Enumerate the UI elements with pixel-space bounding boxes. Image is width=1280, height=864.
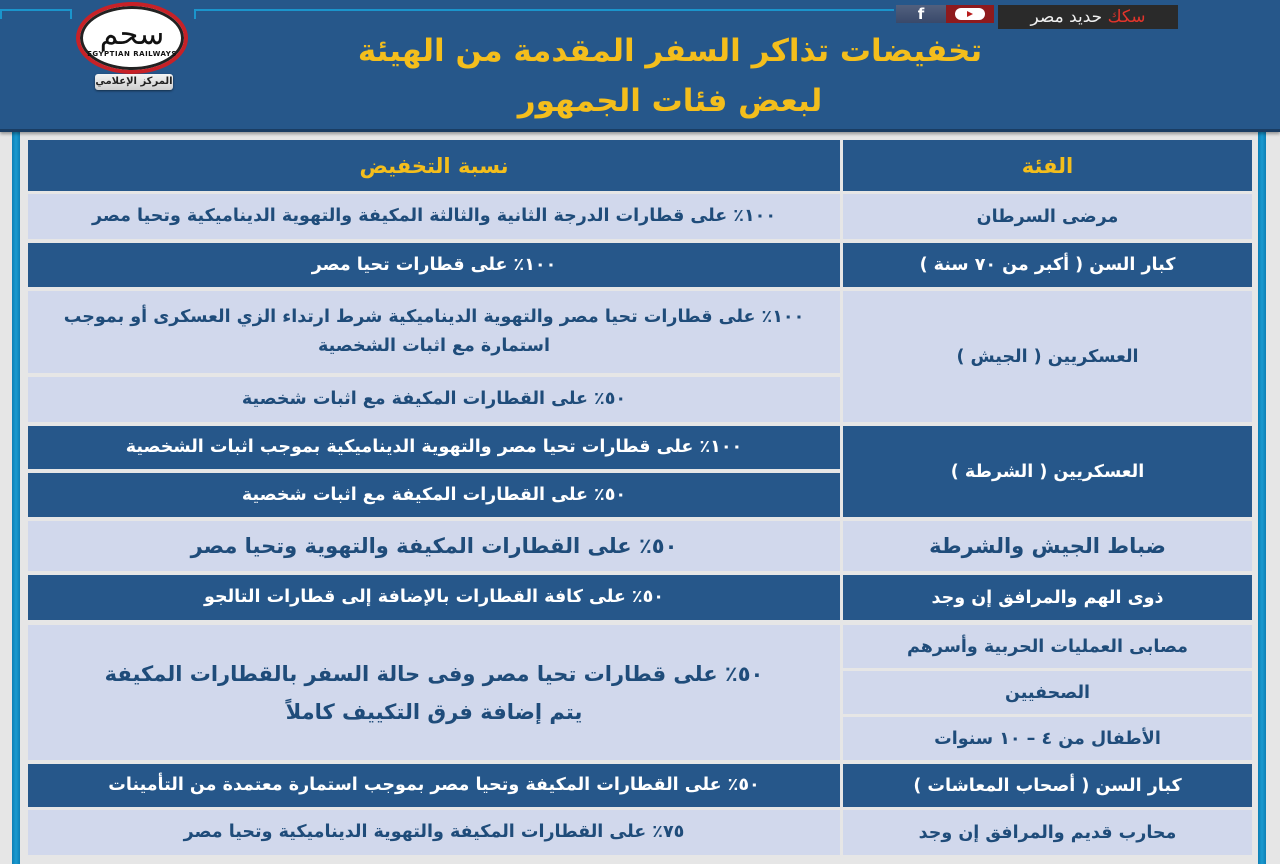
discount-cell: ٥٠٪ على قطارات تحيا مصر وفى حالة السفر بالقطارات المكيفة يتم إضافة فرق التكييف كاملاً [28,625,840,760]
logo-english-text: EGYPTIAN RAILWAYS [87,50,177,58]
category-cell: العسكريين ( الجيش ) [843,291,1252,422]
category-cell: كبار السن ( أصحاب المعاشات ) [843,764,1252,807]
category-cell: ذوى الهم والمرافق إن وجد [843,575,1252,620]
table-row [28,810,1252,855]
category-cell: محارب قديم والمرافق إن وجد [843,810,1252,855]
table-row [28,291,1252,422]
discount-cell: ١٠٠٪ على قطارات تحيا مصر والتهوية الديناميكية شرط ارتداء الزي العسكرى أو بموجب استمارة مع اثبات الشخصية [28,291,840,373]
column-header-discount [28,140,840,191]
title-line-2: لبعض فئات الجمهور [517,83,823,119]
column-header-category [843,140,1252,191]
header-decoration-line [194,9,894,19]
header-decoration-line [0,9,72,19]
facebook-icon[interactable]: f [896,5,946,23]
play-icon [967,11,973,17]
discount-cell: ١٠٠٪ على قطارات الدرجة الثانية والثالثة المكيفة والتهوية الديناميكية وتحيا مصر [28,194,840,239]
category-cell: ضباط الجيش والشرطة [843,521,1252,571]
discount-cell: ٥٠٪ على كافة القطارات بالإضافة إلى قطارات التالجو [28,575,840,620]
category-cell: الأطفال من ٤ – ١٠ سنوات [843,717,1252,760]
table-row [28,575,1252,620]
category-cell: مصابى العمليات الحربية وأسرهم [843,625,1252,668]
column-header-category-label: الفئة [1021,153,1074,178]
header-banner [0,0,1280,132]
egyptian-railways-logo [76,2,188,74]
discount-cell: ٥٠٪ على القطارات المكيفة وتحيا مصر بموجب استمارة معتمدة من التأمينات [28,764,840,807]
table-row [28,521,1252,571]
table-row [28,243,1252,287]
table-row [28,625,1252,760]
discount-cell: ١٠٠٪ على قطارات تحيا مصر والتهوية الديناميكية بموجب اثبات الشخصية [28,426,840,469]
table-row [28,426,1252,517]
brand-name-white: حديد مصر [1030,7,1108,27]
brand-name-red: سكك [1107,7,1146,27]
discount-cell: ٥٠٪ على القطارات المكيفة مع اثبات شخصية [28,377,840,422]
column-header-discount-label: نسبة التخفيض [359,153,509,178]
table-row [28,764,1252,807]
category-cell: مرضى السرطان [843,194,1252,239]
table-header-row [28,140,1252,191]
logo-glyph: سحم [99,17,165,52]
table-row [28,194,1252,239]
youtube-icon[interactable] [946,5,994,23]
title-line-1: تخفيضات تذاكر السفر المقدمة من الهيئة [357,33,983,69]
discount-cell: ٧٥٪ على القطارات المكيفة والتهوية الديناميكية وتحيا مصر [28,810,840,855]
discount-cell: ٥٠٪ على القطارات المكيفة والتهوية وتحيا مصر [28,521,840,571]
youtube-pill [955,8,985,20]
category-cell: كبار السن ( أكبر من ٧٠ سنة ) [843,243,1252,287]
media-center-label: المركز الإعلامي [95,74,173,90]
category-cell: الصحفيين [843,671,1252,714]
category-cell: العسكريين ( الشرطة ) [843,426,1252,517]
page-title [260,26,1080,126]
discount-cell: ١٠٠٪ على قطارات تحيا مصر [28,243,840,287]
discount-cell: ٥٠٪ على القطارات المكيفة مع اثبات شخصية [28,473,840,517]
